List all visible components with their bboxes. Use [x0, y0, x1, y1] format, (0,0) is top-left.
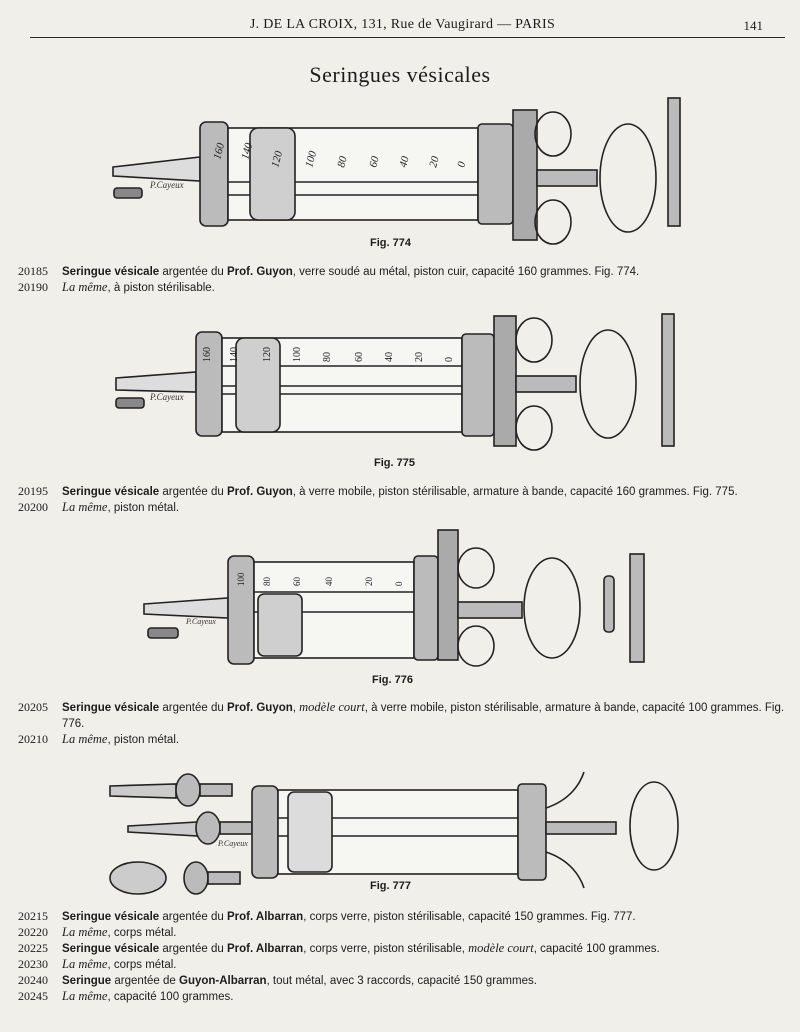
entries-fig-776: [18, 700, 788, 748]
scale-label: 0: [444, 357, 455, 362]
text-run: argentée de: [111, 975, 179, 987]
figure-caption: Fig. 777: [370, 880, 411, 892]
item-description: [62, 927, 177, 939]
item-description: [62, 486, 738, 498]
item-description: [62, 975, 537, 987]
text-run: , corps verre, piston stérilisable,: [303, 943, 469, 955]
item-code: 20205: [18, 700, 48, 714]
text-run: modèle court: [468, 941, 534, 955]
text-run: Guyon-Albarran: [179, 975, 267, 987]
scale-label: 0: [394, 581, 404, 586]
text-run: argentée du: [159, 943, 227, 955]
catalog-entry: [18, 909, 788, 925]
entries-fig-774: [18, 264, 788, 296]
item-description: [62, 991, 233, 1003]
text-run: , à piston stérilisable.: [107, 282, 215, 294]
figure-caption: Fig. 775: [374, 457, 415, 469]
engraver-signature: P.Cayeux: [186, 617, 216, 626]
item-description: [62, 266, 639, 278]
text-run: Seringue: [62, 975, 112, 987]
text-run: , à verre mobile, piston stérilisable, armature à bande, capacité 160 grammes. Fig. 775.: [292, 486, 738, 498]
item-description: [62, 702, 784, 730]
text-run: , corps métal.: [107, 959, 177, 971]
catalog-entry: [18, 957, 788, 973]
text-run: La même: [62, 925, 108, 939]
figure-774-illustration: [0, 0, 800, 250]
item-code: 20220: [18, 925, 48, 939]
catalog-entry: [18, 973, 788, 989]
scale-label: 40: [384, 352, 395, 362]
scale-label: 60: [367, 155, 382, 169]
item-code: 20215: [18, 909, 48, 923]
text-run: , corps verre, piston stérilisable, capacité 150 grammes. Fig. 777.: [303, 911, 636, 923]
figure-caption: Fig. 774: [370, 237, 411, 249]
text-run: Seringue vésicale: [62, 486, 160, 498]
item-code: 20230: [18, 957, 48, 971]
text-run: modèle court: [299, 700, 365, 714]
scale-label: 80: [322, 352, 333, 362]
item-code: 20210: [18, 732, 48, 746]
item-description: [62, 943, 660, 955]
section-title: Seringues vésicales: [309, 62, 491, 87]
item-code: 20185: [18, 264, 48, 278]
text-run: , verre soudé au métal, piston cuir, capacité 160 grammes. Fig. 774.: [292, 266, 640, 278]
text-run: Seringue vésicale: [62, 911, 160, 923]
running-title: J. DE LA CROIX, 131, Rue de Vaugirard — PARIS: [249, 17, 556, 32]
page-number: 141: [743, 18, 763, 33]
text-run: , corps métal.: [107, 927, 177, 939]
text-run: , piston métal.: [107, 734, 180, 746]
catalog-entry: [18, 484, 788, 500]
catalog-entry: [18, 732, 788, 748]
text-run: argentée du: [159, 486, 227, 498]
engraver-signature: P.Cayeux: [150, 392, 184, 402]
text-run: , piston métal.: [107, 502, 180, 514]
text-run: Seringue vésicale: [62, 702, 160, 714]
scale-label: 0: [455, 160, 469, 169]
catalog-entry: [18, 925, 788, 941]
engraver-signature: P.Cayeux: [150, 180, 184, 190]
catalog-entry: [18, 989, 788, 1005]
text-run: Prof. Guyon: [226, 486, 293, 498]
engraver-signature: P.Cayeux: [218, 839, 248, 848]
item-description: [62, 911, 636, 923]
scale-label: 20: [364, 577, 374, 586]
item-code: 20245: [18, 989, 48, 1003]
item-description: [62, 959, 177, 971]
scale-label: 20: [414, 352, 425, 362]
scale-label: 40: [397, 155, 412, 169]
text-run: , à verre mobile, piston stérilisable, armature à bande, capacité 100 grammes. Fig. 776.: [62, 702, 785, 730]
text-run: La même: [62, 732, 108, 746]
text-run: , capacité 100 grammes.: [533, 943, 660, 955]
text-run: argentée du: [159, 266, 227, 278]
text-run: Prof. Guyon: [226, 266, 293, 278]
entries-fig-777: [18, 909, 788, 1005]
item-code: 20225: [18, 941, 48, 955]
catalog-entry: [18, 264, 788, 280]
text-run: , capacité 100 grammes.: [107, 991, 234, 1003]
catalog-entry: [18, 941, 788, 957]
item-code: 20195: [18, 484, 48, 498]
text-run: ,: [292, 702, 300, 714]
text-run: La même: [62, 989, 108, 1003]
item-description: [62, 734, 179, 746]
figure-777-illustration: [0, 760, 800, 900]
text-run: La même: [62, 280, 108, 294]
item-description: [62, 502, 179, 514]
text-run: argentée du: [159, 702, 227, 714]
scale-label: 120: [269, 149, 286, 169]
scale-label: 60: [292, 577, 302, 586]
scale-label: 80: [335, 155, 350, 169]
catalog-entry: [18, 500, 788, 516]
text-run: argentée du: [159, 911, 227, 923]
text-run: , tout métal, avec 3 raccords, capacité 150 grammes.: [266, 975, 537, 987]
scale-label: 40: [324, 577, 334, 586]
scale-label: 140: [229, 347, 240, 362]
figure-776-illustration: [0, 525, 800, 675]
scale-label: 100: [236, 572, 246, 586]
catalog-entry: [18, 280, 788, 296]
item-code: 20190: [18, 280, 48, 294]
scale-label: 120: [262, 347, 273, 362]
scale-label: 160: [211, 141, 228, 161]
scale-label: 80: [262, 577, 272, 586]
scale-label: 100: [292, 347, 303, 362]
figure-caption: Fig. 776: [372, 674, 413, 686]
scale-label: 100: [303, 149, 320, 169]
item-code: 20200: [18, 500, 48, 514]
item-description: [62, 282, 215, 294]
text-run: Prof. Guyon: [226, 702, 293, 714]
scale-label: 160: [202, 347, 213, 362]
text-run: Prof. Albarran: [226, 911, 304, 923]
figure-775-illustration: [0, 300, 800, 460]
text-run: Seringue vésicale: [62, 943, 160, 955]
scale-label: 60: [354, 352, 365, 362]
text-run: La même: [62, 500, 108, 514]
entries-fig-775: [18, 484, 788, 516]
scale-label: 140: [239, 141, 256, 161]
text-run: La même: [62, 957, 108, 971]
scale-label: 20: [427, 155, 442, 169]
text-run: Seringue vésicale: [62, 266, 160, 278]
item-code: 20240: [18, 973, 48, 987]
catalog-entry: [18, 700, 788, 732]
text-run: Prof. Albarran: [226, 943, 304, 955]
